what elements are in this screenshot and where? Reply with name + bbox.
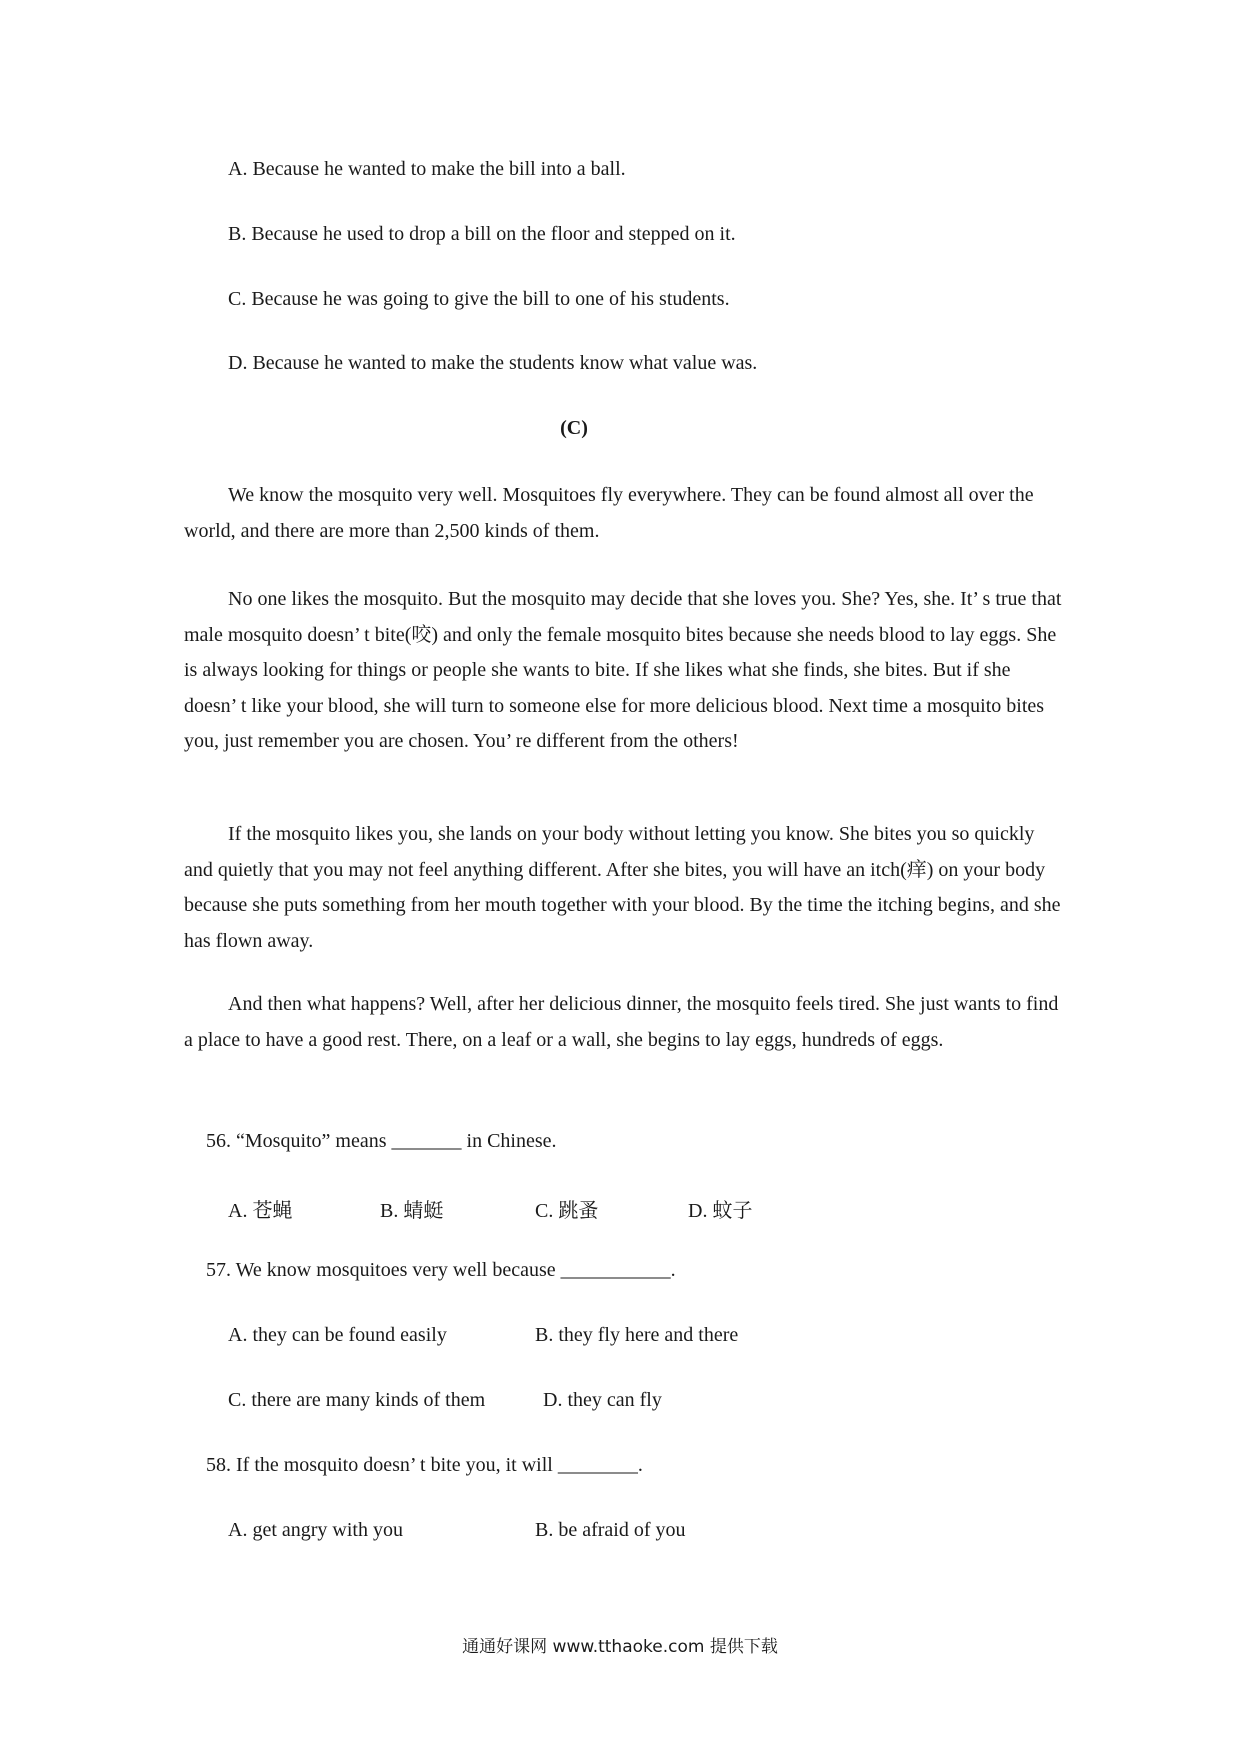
question-57-stem: 57. We know mosquitoes very well because ___________. xyxy=(206,1259,676,1281)
question-57-option-a: A. they can be found easily xyxy=(228,1324,447,1346)
passage-paragraph-4: And then what happens? Well, after her delicious dinner, the mosquito feels tired. She just wants to find a place to have a good rest. There, on a leaf or a wall, she begins to lay eggs, hundreds of eggs. xyxy=(184,993,1059,1051)
option-b-prev: B. Because he used to drop a bill on the floor and stepped on it. xyxy=(228,223,736,245)
passage-paragraph-1: We know the mosquito very well. Mosquitoes fly everywhere. They can be found almost all over the world, and there are more than 2,500 kinds of them. xyxy=(184,484,1034,542)
option-c-prev: C. Because he was going to give the bill to one of his students. xyxy=(228,288,730,310)
question-58-option-b: B. be afraid of you xyxy=(535,1519,686,1541)
question-56-option-c: C. 跳蚤 xyxy=(535,1200,599,1222)
passage-paragraph-3: If the mosquito likes you, she lands on your body without letting you know. She bites you so quickly and quietly that you may not feel anything different. After she bites, you will have an itch(痒) on your body because she puts something from her mouth together with your blood. By the time the itching begins, and she has flown away. xyxy=(184,823,1061,952)
question-56-stem: 56. “Mosquito” means _______ in Chinese. xyxy=(206,1130,557,1152)
question-57-option-c: C. there are many kinds of them xyxy=(228,1389,486,1411)
question-56-option-d: D. 蚊子 xyxy=(688,1200,753,1222)
option-d-prev: D. Because he wanted to make the students know what value was. xyxy=(228,352,758,374)
question-57-option-b: B. they fly here and there xyxy=(535,1324,739,1346)
question-58-option-a: A. get angry with you xyxy=(228,1519,403,1541)
question-56-option-a: A. 苍蝇 xyxy=(228,1200,293,1222)
question-58-stem: 58. If the mosquito doesn’ t bite you, it will ________. xyxy=(206,1454,643,1476)
passage-paragraph-2: No one likes the mosquito. But the mosquito may decide that she loves you. She? Yes, she. It’ s true that male mosquito doesn’ t bite(咬) and only the female mosquito bites because she needs blood to lay eggs. She is always looking for things or people she wants to bite. If she likes what she finds, she bites. But if she doesn’ t like your blood, she will turn to someone else for more delicious blood. Next time a mosquito bites you, just remember you are chosen. You’ re different from the others! xyxy=(184,588,1062,752)
option-a-prev: A. Because he wanted to make the bill into a ball. xyxy=(228,158,626,180)
question-56-option-b: B. 蜻蜓 xyxy=(380,1200,444,1222)
page-footer: 通通好课网 www.tthaoke.com 提供下载 xyxy=(462,1637,778,1657)
section-heading: (C) xyxy=(560,417,588,439)
question-57-option-d: D. they can fly xyxy=(543,1389,662,1411)
